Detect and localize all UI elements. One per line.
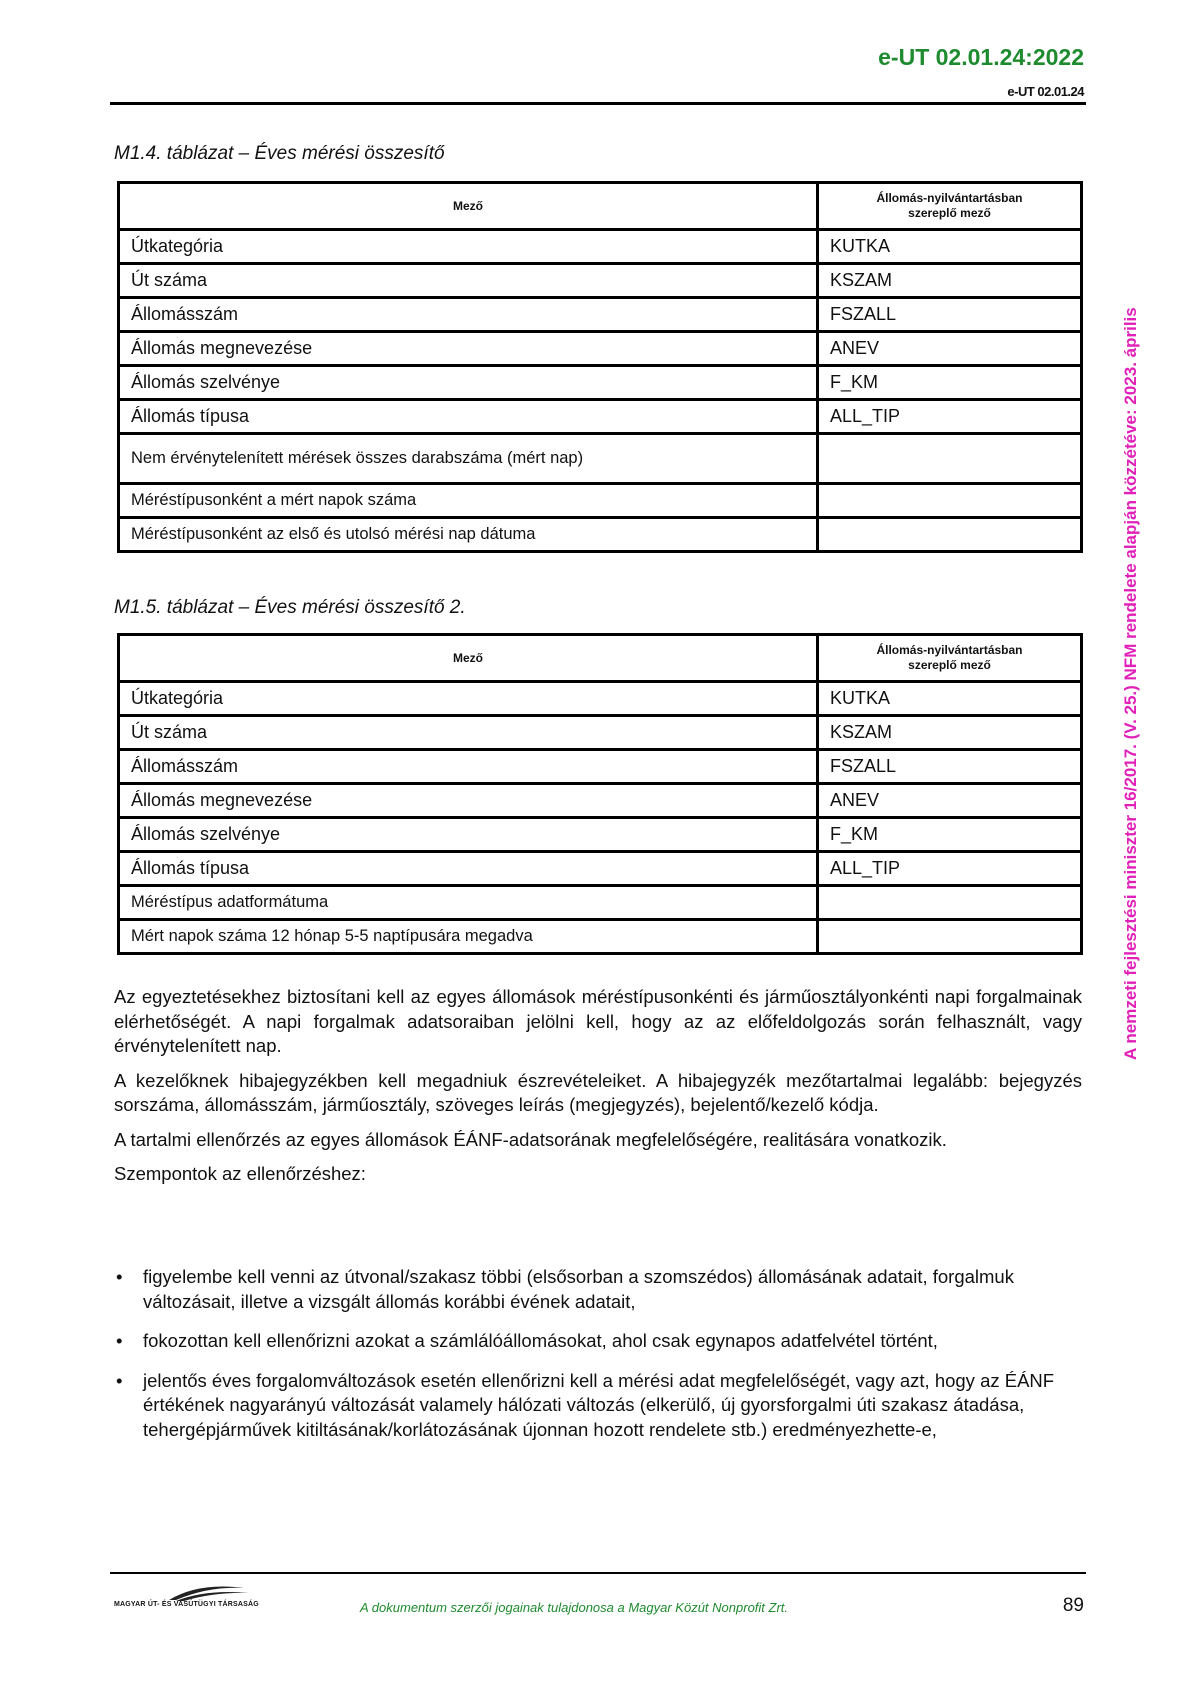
table-row (119, 682, 1082, 716)
field-name-cell: Állomás megnevezése (119, 784, 818, 818)
field-name-cell: Út száma (119, 716, 818, 750)
table-row (119, 784, 1082, 818)
field-name-cell: Állomás szelvénye (119, 818, 818, 852)
table-row (119, 750, 1082, 784)
table-row (119, 298, 1082, 332)
field-name-cell: Méréstípusonként a mért napok száma (119, 484, 818, 518)
bullet-mark: • (116, 1330, 123, 1351)
bullet-text: fokozottan kell ellenőrizni azokat a számlálóállomásokat, ahol csak egynapos adatfelvétel történt, (143, 1330, 938, 1351)
footer-rule (110, 1572, 1086, 1574)
table-row (119, 264, 1082, 298)
table-row (119, 716, 1082, 750)
field-code-cell: ALL_TIP (818, 400, 1082, 434)
field-code-cell: FSZALL (818, 750, 1082, 784)
table-row (119, 818, 1082, 852)
page-number: 89 (1062, 1595, 1084, 1616)
field-name-cell: Út száma (119, 264, 818, 298)
field-name-cell: Mért napok száma 12 hónap 5-5 naptípusára megadva (119, 920, 818, 954)
field-code-cell (818, 518, 1082, 552)
bullet-text: figyelembe kell venni az útvonal/szakasz többi (elsősorban a szomszédos) állomásának adatait, forgalmuk változásait, illetve a vizsgált állomás korábbi évének adatait, (143, 1266, 1014, 1312)
bullet-item (114, 1329, 1082, 1354)
field-code-cell: KSZAM (818, 264, 1082, 298)
field-code-cell: F_KM (818, 366, 1082, 400)
table-row (119, 230, 1082, 264)
header-rule (110, 102, 1086, 105)
table-row (119, 852, 1082, 886)
field-code-cell (818, 920, 1082, 954)
logo-text: MAGYAR ÚT- ÉS VASÚTÜGYI TÁRSASÁG (114, 1601, 259, 1608)
table1 (117, 181, 1083, 553)
table-row (119, 886, 1082, 920)
table2-caption: M1.5. táblázat – Éves mérési összesítő 2. (114, 597, 466, 618)
field-name-cell: Állomás szelvénye (119, 366, 818, 400)
table-row (119, 366, 1082, 400)
field-name-cell: Útkategória (119, 682, 818, 716)
paragraph: A tartalmi ellenőrzés az egyes állomások ÉÁNF-adatsorának megfelelőségére, realitására vonatkozik. (114, 1128, 947, 1150)
bullet-item (114, 1265, 1082, 1314)
table1-caption: M1.4. táblázat – Éves mérési összesítő (114, 143, 445, 164)
bullet-text: jelentős éves forgalomváltozások esetén ellenőrizni kell a mérési adat megfelelőségét, vagy azt, hogy az ÉÁNF értékének nagyarányú változását valamely hálózati változás (elkerülő, új gyorsforgalmi úti szakasz átadása, tehergépjárművek kitiltásának/korlátozásának újonnan hozott rendelete stb.) eredményezhette-e, (143, 1369, 1055, 1440)
field-code-cell: FSZALL (818, 298, 1082, 332)
field-code-cell: KUTKA (818, 682, 1082, 716)
field-name-cell: Állomásszám (119, 750, 818, 784)
document-id: e-UT 02.01.24 (1007, 84, 1084, 99)
field-name-cell: Útkategória (119, 230, 818, 264)
table1-header-code-text: Állomás-nyilvántartásban szereplő mező (876, 191, 1023, 220)
field-name-cell: Nem érvénytelenített mérések összes darabszáma (mért nap) (119, 434, 818, 484)
table2-header-field: Mező (119, 635, 818, 682)
table1-header-code (818, 183, 1082, 230)
table-row (119, 484, 1082, 518)
table-row (119, 332, 1082, 366)
table2-header-code-text: Állomás-nyilvántartásban szereplő mező (876, 643, 1023, 672)
bullet-mark: • (116, 1266, 123, 1287)
paragraph: A kezelőknek hibajegyzékben kell megadniuk észrevételeiket. A hibajegyzék mezőtartalmai legalább: bejegyzés sorszáma, állomásszám, járműosztály, szöveges leírás (megjegyzés), bejelentő/kezelő kódja. (114, 1069, 1082, 1115)
bullet-list (114, 1265, 1082, 1457)
field-code-cell (818, 434, 1082, 484)
field-name-cell: Állomás típusa (119, 852, 818, 886)
paragraph: Az egyeztetésekhez biztosítani kell az egyes állomások méréstípusonkénti és járműosztályonkénti napi forgalmainak elérhetőségét. A napi forgalmak adatsoraiban jelölni kell, hogy az az előfeldolgozás során felhasznált, vagy érvénytelenített nap. (114, 986, 1082, 1056)
copyright-notice: A dokumentum szerzői jogainak tulajdonosa a Magyar Közút Nonprofit Zrt. (360, 1600, 789, 1615)
field-name-cell: Állomásszám (119, 298, 818, 332)
field-name-cell: Állomás típusa (119, 400, 818, 434)
field-code-cell: ANEV (818, 332, 1082, 366)
table1-header-field: Mező (119, 183, 818, 230)
table2 (117, 633, 1083, 955)
field-name-cell: Méréstípus adatformátuma (119, 886, 818, 920)
body-text (114, 985, 1082, 1197)
table-row (119, 518, 1082, 552)
bullet-item (114, 1369, 1082, 1443)
field-code-cell: KSZAM (818, 716, 1082, 750)
field-code-cell: ALL_TIP (818, 852, 1082, 886)
bullet-mark: • (116, 1369, 123, 1391)
paragraph: Szempontok az ellenőrzéshez: (114, 1163, 366, 1184)
field-name-cell: Méréstípusonként az első és utolsó mérési nap dátuma (119, 518, 818, 552)
field-code-cell (818, 886, 1082, 920)
field-code-cell: F_KM (818, 818, 1082, 852)
table-row (119, 400, 1082, 434)
field-code-cell: KUTKA (818, 230, 1082, 264)
field-code-cell: ANEV (818, 784, 1082, 818)
side-stamp-text: A nemzeti fejlesztési miniszter 16/2017. (V. 25.) NFM rendelete alapján közzétéve: 2023. április (1121, 307, 1140, 1060)
table-row (119, 434, 1082, 484)
table2-header-code (818, 635, 1082, 682)
field-name-cell: Állomás megnevezése (119, 332, 818, 366)
field-code-cell (818, 484, 1082, 518)
table-row (119, 920, 1082, 954)
publication-stamp: e-UT 02.01.24:2022 (878, 44, 1084, 70)
